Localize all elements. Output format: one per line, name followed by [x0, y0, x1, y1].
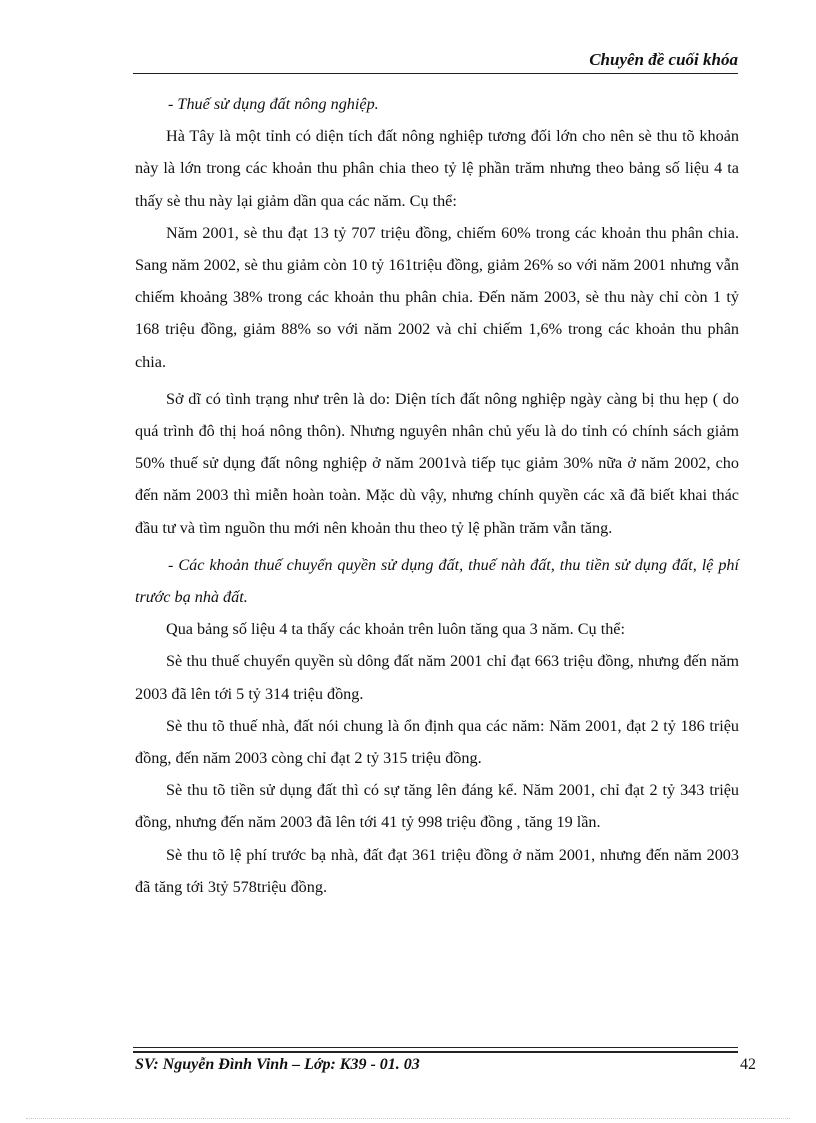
section-heading-land-transfer-taxes: - Các khoản thuế chuyển quyền sử dụng đất, thuế nàh đất, thu tiền sử dụng đất, lệ phí trước bạ nhà đất.: [135, 555, 739, 607]
page-number: 42: [740, 1056, 756, 1073]
footer-divider-thin: [133, 1047, 738, 1048]
header-divider: [133, 73, 738, 74]
paragraph: Năm 2001, sè thu đạt 13 tỷ 707 triệu đồng, chiếm 60% trong các khoản thu phân chia. Sang năm 2002, sè thu giảm còn 10 tỷ 161triệu đồng, giảm 26% so với năm 2001 nhưng vẫn chiếm khoảng 38% trong các khoản thu phân chia. Đến năm 2003, sè thu này chỉ còn 1 tỷ 168 triệu đồng, giảm 88% so với năm 2002 và chỉ chiếm 1,6% trong các khoản thu phân chia.: [135, 223, 739, 371]
paragraph: Hà Tây là một tỉnh có diện tích đất nông nghiệp tương đối lớn cho nên sè thu tõ khoản này là lớn trong các khoản thu phân chia theo tỷ lệ phần trăm nhưng theo bảng số liệu 4 ta thấy sè thu này lại giảm dần qua các năm. Cụ thể:: [135, 127, 739, 210]
page-body: [135, 88, 739, 903]
section-heading-agricultural-land-tax: - Thuế sử dụng đất nông nghiệp.: [168, 95, 379, 113]
page-edge-divider: [26, 1118, 790, 1119]
paragraph: Sở dĩ có tình trạng như trên là do: Diện tích đất nông nghiệp ngày càng bị thu hẹp ( do quá trình đô thị hoá nông thôn). Nhưng nguyên nhân chủ yếu là do tỉnh có chính sách giảm 50% thuế sử dụng đất nông nghiệp ở năm 2001và tiếp tục giảm 30% nữa ở năm 2002, cho đến năm 2003 thì miễn hoàn toàn. Mặc dù vậy, nhưng chính quyền các xã đã biết khai thác đầu tư và tìm nguồn thu mới nên khoản thu theo tỷ lệ phần trăm vẫn tăng.: [135, 389, 739, 537]
paragraph: Sè thu tõ lệ phí trước bạ nhà, đất đạt 361 triệu đồng ở năm 2001, nhưng đến năm 2003 đã tăng tới 3tỷ 578triệu đồng.: [135, 845, 739, 896]
paragraph: Sè thu tõ tiền sử dụng đất thì có sự tăng lên đáng kể. Năm 2001, chỉ đạt 2 tỷ 343 triệu đồng, nhưng đến năm 2003 đã lên tới 41 tỷ 998 triệu đồng , tăng 19 lần.: [135, 781, 739, 832]
document-header-title: Chuyên đề cuối khóa: [589, 50, 738, 69]
paragraph: Qua bảng số liệu 4 ta thấy các khoản trên luôn tăng qua 3 năm. Cụ thể:: [166, 620, 625, 639]
paragraph: Sè thu thuế chuyển quyền sù dông đất năm 2001 chỉ đạt 663 triệu đồng, nhưng đến năm 2003 đã lên tới 5 tỷ 314 triệu đồng.: [135, 652, 739, 703]
footer-divider-thick: [133, 1051, 738, 1053]
paragraph: Sè thu tõ thuế nhà, đất nói chung là ổn định qua các năm: Năm 2001, đạt 2 tỷ 186 triệu đồng, đến năm 2003 còng chỉ đạt 2 tỷ 315 triệu đồng.: [135, 716, 739, 768]
footer-student-info: SV: Nguyễn Đình Vinh – Lớp: K39 - 01. 03: [135, 1056, 420, 1073]
